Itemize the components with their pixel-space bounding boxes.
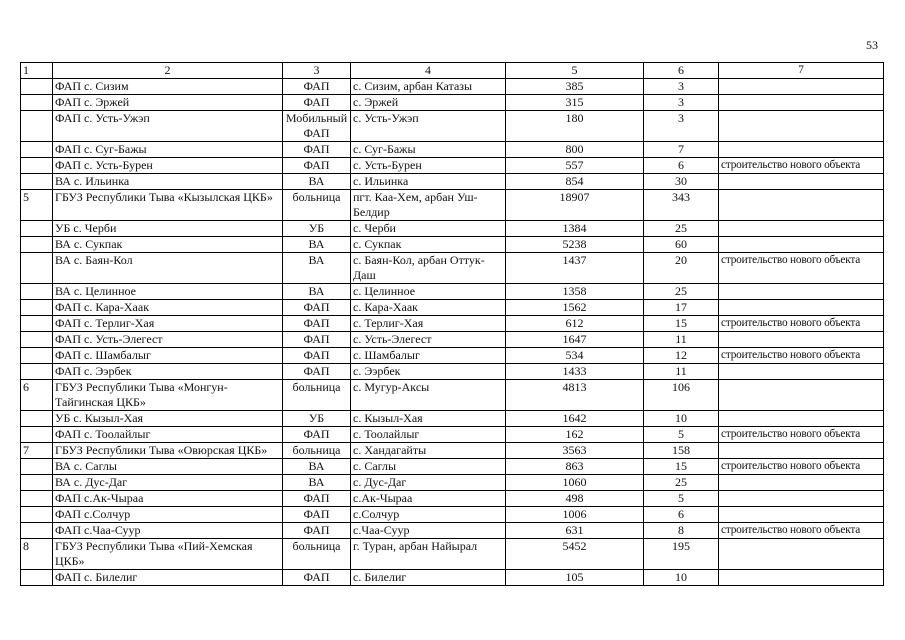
column-5-cell: 18907	[506, 190, 644, 221]
note-cell	[719, 570, 884, 586]
row-number-cell: 6	[21, 380, 53, 411]
column-6-cell: 25	[644, 284, 719, 300]
facility-name-cell: ГБУЗ Республики Тыва «Монгун-Тайгинская ЦКБ»	[53, 380, 283, 411]
note-cell	[719, 237, 884, 253]
note-cell	[719, 174, 884, 190]
facility-type-cell: больница	[283, 539, 351, 570]
column-6-cell: 343	[644, 190, 719, 221]
facility-name-cell: УБ с. Черби	[53, 221, 283, 237]
note-cell: строительство нового объекта	[719, 253, 884, 284]
row-number-cell: 8	[21, 539, 53, 570]
facilities-table	[20, 62, 884, 586]
facility-name-cell: ВА с. Сукпак	[53, 237, 283, 253]
facility-type-cell: ФАП	[283, 316, 351, 332]
row-number-cell	[21, 570, 53, 586]
facility-name-cell: ФАП с. Шамбалыг	[53, 348, 283, 364]
column-6-cell: 158	[644, 443, 719, 459]
column-6-cell: 11	[644, 364, 719, 380]
location-cell: с. Кара-Хаак	[351, 300, 506, 316]
facility-name-cell: ФАП с. Усть-Ужэп	[53, 111, 283, 142]
location-cell: с. Тоолайлыг	[351, 427, 506, 443]
row-number-cell	[21, 348, 53, 364]
facility-type-cell: ВА	[283, 475, 351, 491]
location-cell: с.Ак-Чыраа	[351, 491, 506, 507]
column-6-cell: 10	[644, 570, 719, 586]
location-cell: с.Солчур	[351, 507, 506, 523]
note-cell	[719, 507, 884, 523]
column-5-cell: 631	[506, 523, 644, 539]
table-row	[21, 95, 884, 111]
note-cell	[719, 142, 884, 158]
facility-type-cell: ВА	[283, 284, 351, 300]
column-6-cell: 3	[644, 111, 719, 142]
note-cell	[719, 111, 884, 142]
column-6-cell: 3	[644, 79, 719, 95]
table-row	[21, 475, 884, 491]
facility-name-cell: ГБУЗ Республики Тыва «Пий-Хемская ЦКБ»	[53, 539, 283, 570]
facility-type-cell: ФАП	[283, 364, 351, 380]
column-6-cell: 11	[644, 332, 719, 348]
column-5-cell: 4813	[506, 380, 644, 411]
row-number-cell	[21, 158, 53, 174]
location-cell: с. Ильинка	[351, 174, 506, 190]
facility-type-cell: больница	[283, 380, 351, 411]
location-cell: с. Суг-Бажы	[351, 142, 506, 158]
table-row	[21, 523, 884, 539]
note-cell	[719, 95, 884, 111]
facility-name-cell: ФАП с. Ээрбек	[53, 364, 283, 380]
table-row	[21, 459, 884, 475]
column-5-cell: 315	[506, 95, 644, 111]
row-number-cell	[21, 142, 53, 158]
facility-type-cell: ФАП	[283, 491, 351, 507]
column-6-cell: 195	[644, 539, 719, 570]
facility-type-cell: ФАП	[283, 79, 351, 95]
facility-type-cell: ФАП	[283, 142, 351, 158]
column-5-cell: 162	[506, 427, 644, 443]
location-cell: с. Дус-Даг	[351, 475, 506, 491]
note-cell	[719, 332, 884, 348]
column-5-cell: 1060	[506, 475, 644, 491]
column-6-cell: 25	[644, 221, 719, 237]
column-6-cell: 5	[644, 491, 719, 507]
column-6-cell: 7	[644, 142, 719, 158]
note-cell	[719, 443, 884, 459]
note-cell	[719, 221, 884, 237]
facility-type-cell: ФАП	[283, 332, 351, 348]
note-cell: строительство нового объекта	[719, 348, 884, 364]
facility-type-cell: ФАП	[283, 95, 351, 111]
column-header-5: 5	[506, 63, 644, 79]
facility-name-cell: ФАП с. Эржей	[53, 95, 283, 111]
column-6-cell: 30	[644, 174, 719, 190]
location-cell: с. Усть-Ужэп	[351, 111, 506, 142]
column-5-cell: 863	[506, 459, 644, 475]
row-number-cell	[21, 300, 53, 316]
row-number-cell: 7	[21, 443, 53, 459]
facility-type-cell: ФАП	[283, 523, 351, 539]
column-5-cell: 1433	[506, 364, 644, 380]
column-header-3: 3	[283, 63, 351, 79]
column-6-cell: 20	[644, 253, 719, 284]
note-cell: строительство нового объекта	[719, 316, 884, 332]
table-row	[21, 491, 884, 507]
column-6-cell: 17	[644, 300, 719, 316]
row-number-cell	[21, 364, 53, 380]
page-number: 53	[866, 38, 878, 52]
table-row	[21, 253, 884, 284]
column-6-cell: 25	[644, 475, 719, 491]
row-number-cell	[21, 459, 53, 475]
table-row	[21, 507, 884, 523]
facility-type-cell: ФАП	[283, 300, 351, 316]
column-5-cell: 5238	[506, 237, 644, 253]
note-cell	[719, 364, 884, 380]
column-header-7: 7	[719, 63, 884, 79]
table-row	[21, 380, 884, 411]
facility-type-cell: ФАП	[283, 427, 351, 443]
table-row	[21, 111, 884, 142]
facility-type-cell: ФАП	[283, 348, 351, 364]
column-6-cell: 5	[644, 427, 719, 443]
table-row	[21, 411, 884, 427]
location-cell: с.Чаа-Суур	[351, 523, 506, 539]
facility-type-cell: УБ	[283, 221, 351, 237]
facility-name-cell: ФАП с. Усть-Бурен	[53, 158, 283, 174]
facility-name-cell: ФАП с. Терлиг-Хая	[53, 316, 283, 332]
note-cell: строительство нового объекта	[719, 427, 884, 443]
location-cell: с. Целинное	[351, 284, 506, 300]
column-5-cell: 1562	[506, 300, 644, 316]
note-cell	[719, 284, 884, 300]
location-cell: с. Ээрбек	[351, 364, 506, 380]
location-cell: г. Туран, арбан Найырал	[351, 539, 506, 570]
table-row	[21, 221, 884, 237]
row-number-cell	[21, 221, 53, 237]
column-6-cell: 12	[644, 348, 719, 364]
row-number-cell	[21, 79, 53, 95]
row-number-cell	[21, 316, 53, 332]
row-number-cell	[21, 332, 53, 348]
column-5-cell: 557	[506, 158, 644, 174]
column-5-cell: 1358	[506, 284, 644, 300]
facility-type-cell: ФАП	[283, 570, 351, 586]
column-header-6: 6	[644, 63, 719, 79]
facility-name-cell: ФАП с. Тоолайлыг	[53, 427, 283, 443]
row-number-cell	[21, 475, 53, 491]
column-6-cell: 106	[644, 380, 719, 411]
column-5-cell: 1437	[506, 253, 644, 284]
column-5-cell: 1642	[506, 411, 644, 427]
column-5-cell: 854	[506, 174, 644, 190]
note-cell	[719, 79, 884, 95]
column-6-cell: 10	[644, 411, 719, 427]
column-5-cell: 534	[506, 348, 644, 364]
location-cell: с. Усть-Элегест	[351, 332, 506, 348]
table-body	[21, 79, 884, 586]
note-cell	[719, 475, 884, 491]
facility-name-cell: ФАП с. Суг-Бажы	[53, 142, 283, 158]
column-5-cell: 498	[506, 491, 644, 507]
table-row	[21, 190, 884, 221]
note-cell	[719, 300, 884, 316]
facility-type-cell: ВА	[283, 237, 351, 253]
column-5-cell: 1384	[506, 221, 644, 237]
location-cell: с. Усть-Бурен	[351, 158, 506, 174]
column-6-cell: 8	[644, 523, 719, 539]
facility-name-cell: ФАП с.Ак-Чыраа	[53, 491, 283, 507]
row-number-cell	[21, 174, 53, 190]
column-5-cell: 1006	[506, 507, 644, 523]
column-6-cell: 3	[644, 95, 719, 111]
facility-name-cell: ГБУЗ Республики Тыва «Овюрская ЦКБ»	[53, 443, 283, 459]
facility-name-cell: ГБУЗ Республики Тыва «Кызылская ЦКБ»	[53, 190, 283, 221]
facility-type-cell: Мобильный ФАП	[283, 111, 351, 142]
row-number-cell	[21, 427, 53, 443]
note-cell	[719, 411, 884, 427]
row-number-cell	[21, 284, 53, 300]
row-number-cell	[21, 507, 53, 523]
table-row	[21, 364, 884, 380]
location-cell: с. Баян-Кол, арбан Оттук-Даш	[351, 253, 506, 284]
table-header-row	[21, 63, 884, 79]
facility-type-cell: УБ	[283, 411, 351, 427]
note-cell	[719, 380, 884, 411]
column-5-cell: 612	[506, 316, 644, 332]
row-number-cell	[21, 523, 53, 539]
column-6-cell: 15	[644, 459, 719, 475]
column-6-cell: 6	[644, 507, 719, 523]
column-5-cell: 105	[506, 570, 644, 586]
row-number-cell	[21, 411, 53, 427]
facility-name-cell: ФАП с. Сизим	[53, 79, 283, 95]
facility-name-cell: ФАП с. Усть-Элегест	[53, 332, 283, 348]
facility-type-cell: ВА	[283, 253, 351, 284]
column-header-2: 2	[53, 63, 283, 79]
table-row	[21, 142, 884, 158]
facility-name-cell: УБ с. Кызыл-Хая	[53, 411, 283, 427]
facility-name-cell: ФАП с. Билелиг	[53, 570, 283, 586]
facility-type-cell: больница	[283, 443, 351, 459]
column-5-cell: 1647	[506, 332, 644, 348]
column-5-cell: 180	[506, 111, 644, 142]
facility-name-cell: ФАП с.Солчур	[53, 507, 283, 523]
facility-type-cell: ФАП	[283, 507, 351, 523]
row-number-cell	[21, 491, 53, 507]
table-row	[21, 316, 884, 332]
facility-name-cell: ФАП с. Кара-Хаак	[53, 300, 283, 316]
location-cell: с. Сукпак	[351, 237, 506, 253]
column-5-cell: 800	[506, 142, 644, 158]
row-number-cell	[21, 253, 53, 284]
row-number-cell	[21, 95, 53, 111]
column-header-1: 1	[21, 63, 53, 79]
facility-name-cell: ВА с. Баян-Кол	[53, 253, 283, 284]
column-6-cell: 6	[644, 158, 719, 174]
table-row	[21, 427, 884, 443]
row-number-cell: 5	[21, 190, 53, 221]
location-cell: с. Сизим, арбан Катазы	[351, 79, 506, 95]
column-5-cell: 3563	[506, 443, 644, 459]
note-cell	[719, 190, 884, 221]
location-cell: с. Кызыл-Хая	[351, 411, 506, 427]
table-row	[21, 158, 884, 174]
note-cell	[719, 491, 884, 507]
location-cell: с. Терлиг-Хая	[351, 316, 506, 332]
location-cell: пгт. Каа-Хем, арбан Уш-Белдир	[351, 190, 506, 221]
note-cell: строительство нового объекта	[719, 158, 884, 174]
column-5-cell: 5452	[506, 539, 644, 570]
table-row	[21, 348, 884, 364]
table-row	[21, 443, 884, 459]
note-cell: строительство нового объекта	[719, 459, 884, 475]
facility-name-cell: ВА с. Дус-Даг	[53, 475, 283, 491]
column-header-4: 4	[351, 63, 506, 79]
note-cell	[719, 539, 884, 570]
location-cell: с. Билелиг	[351, 570, 506, 586]
location-cell: с. Шамбалыг	[351, 348, 506, 364]
facility-name-cell: ВА с. Саглы	[53, 459, 283, 475]
facility-name-cell: ВА с. Ильинка	[53, 174, 283, 190]
table-row	[21, 79, 884, 95]
facility-name-cell: ФАП с.Чаа-Суур	[53, 523, 283, 539]
facility-type-cell: ВА	[283, 174, 351, 190]
table-row	[21, 237, 884, 253]
table-row	[21, 332, 884, 348]
table-row	[21, 284, 884, 300]
facility-type-cell: ВА	[283, 459, 351, 475]
row-number-cell	[21, 111, 53, 142]
location-cell: с. Черби	[351, 221, 506, 237]
column-6-cell: 15	[644, 316, 719, 332]
column-5-cell: 385	[506, 79, 644, 95]
location-cell: с. Саглы	[351, 459, 506, 475]
location-cell: с. Мугур-Аксы	[351, 380, 506, 411]
table-row	[21, 539, 884, 570]
note-cell: строительство нового объекта	[719, 523, 884, 539]
location-cell: с. Хандагайты	[351, 443, 506, 459]
facility-name-cell: ВА с. Целинное	[53, 284, 283, 300]
table-row	[21, 570, 884, 586]
row-number-cell	[21, 237, 53, 253]
table-row	[21, 174, 884, 190]
table-row	[21, 300, 884, 316]
location-cell: с. Эржей	[351, 95, 506, 111]
facility-type-cell: больница	[283, 190, 351, 221]
facility-type-cell: ФАП	[283, 158, 351, 174]
column-6-cell: 60	[644, 237, 719, 253]
